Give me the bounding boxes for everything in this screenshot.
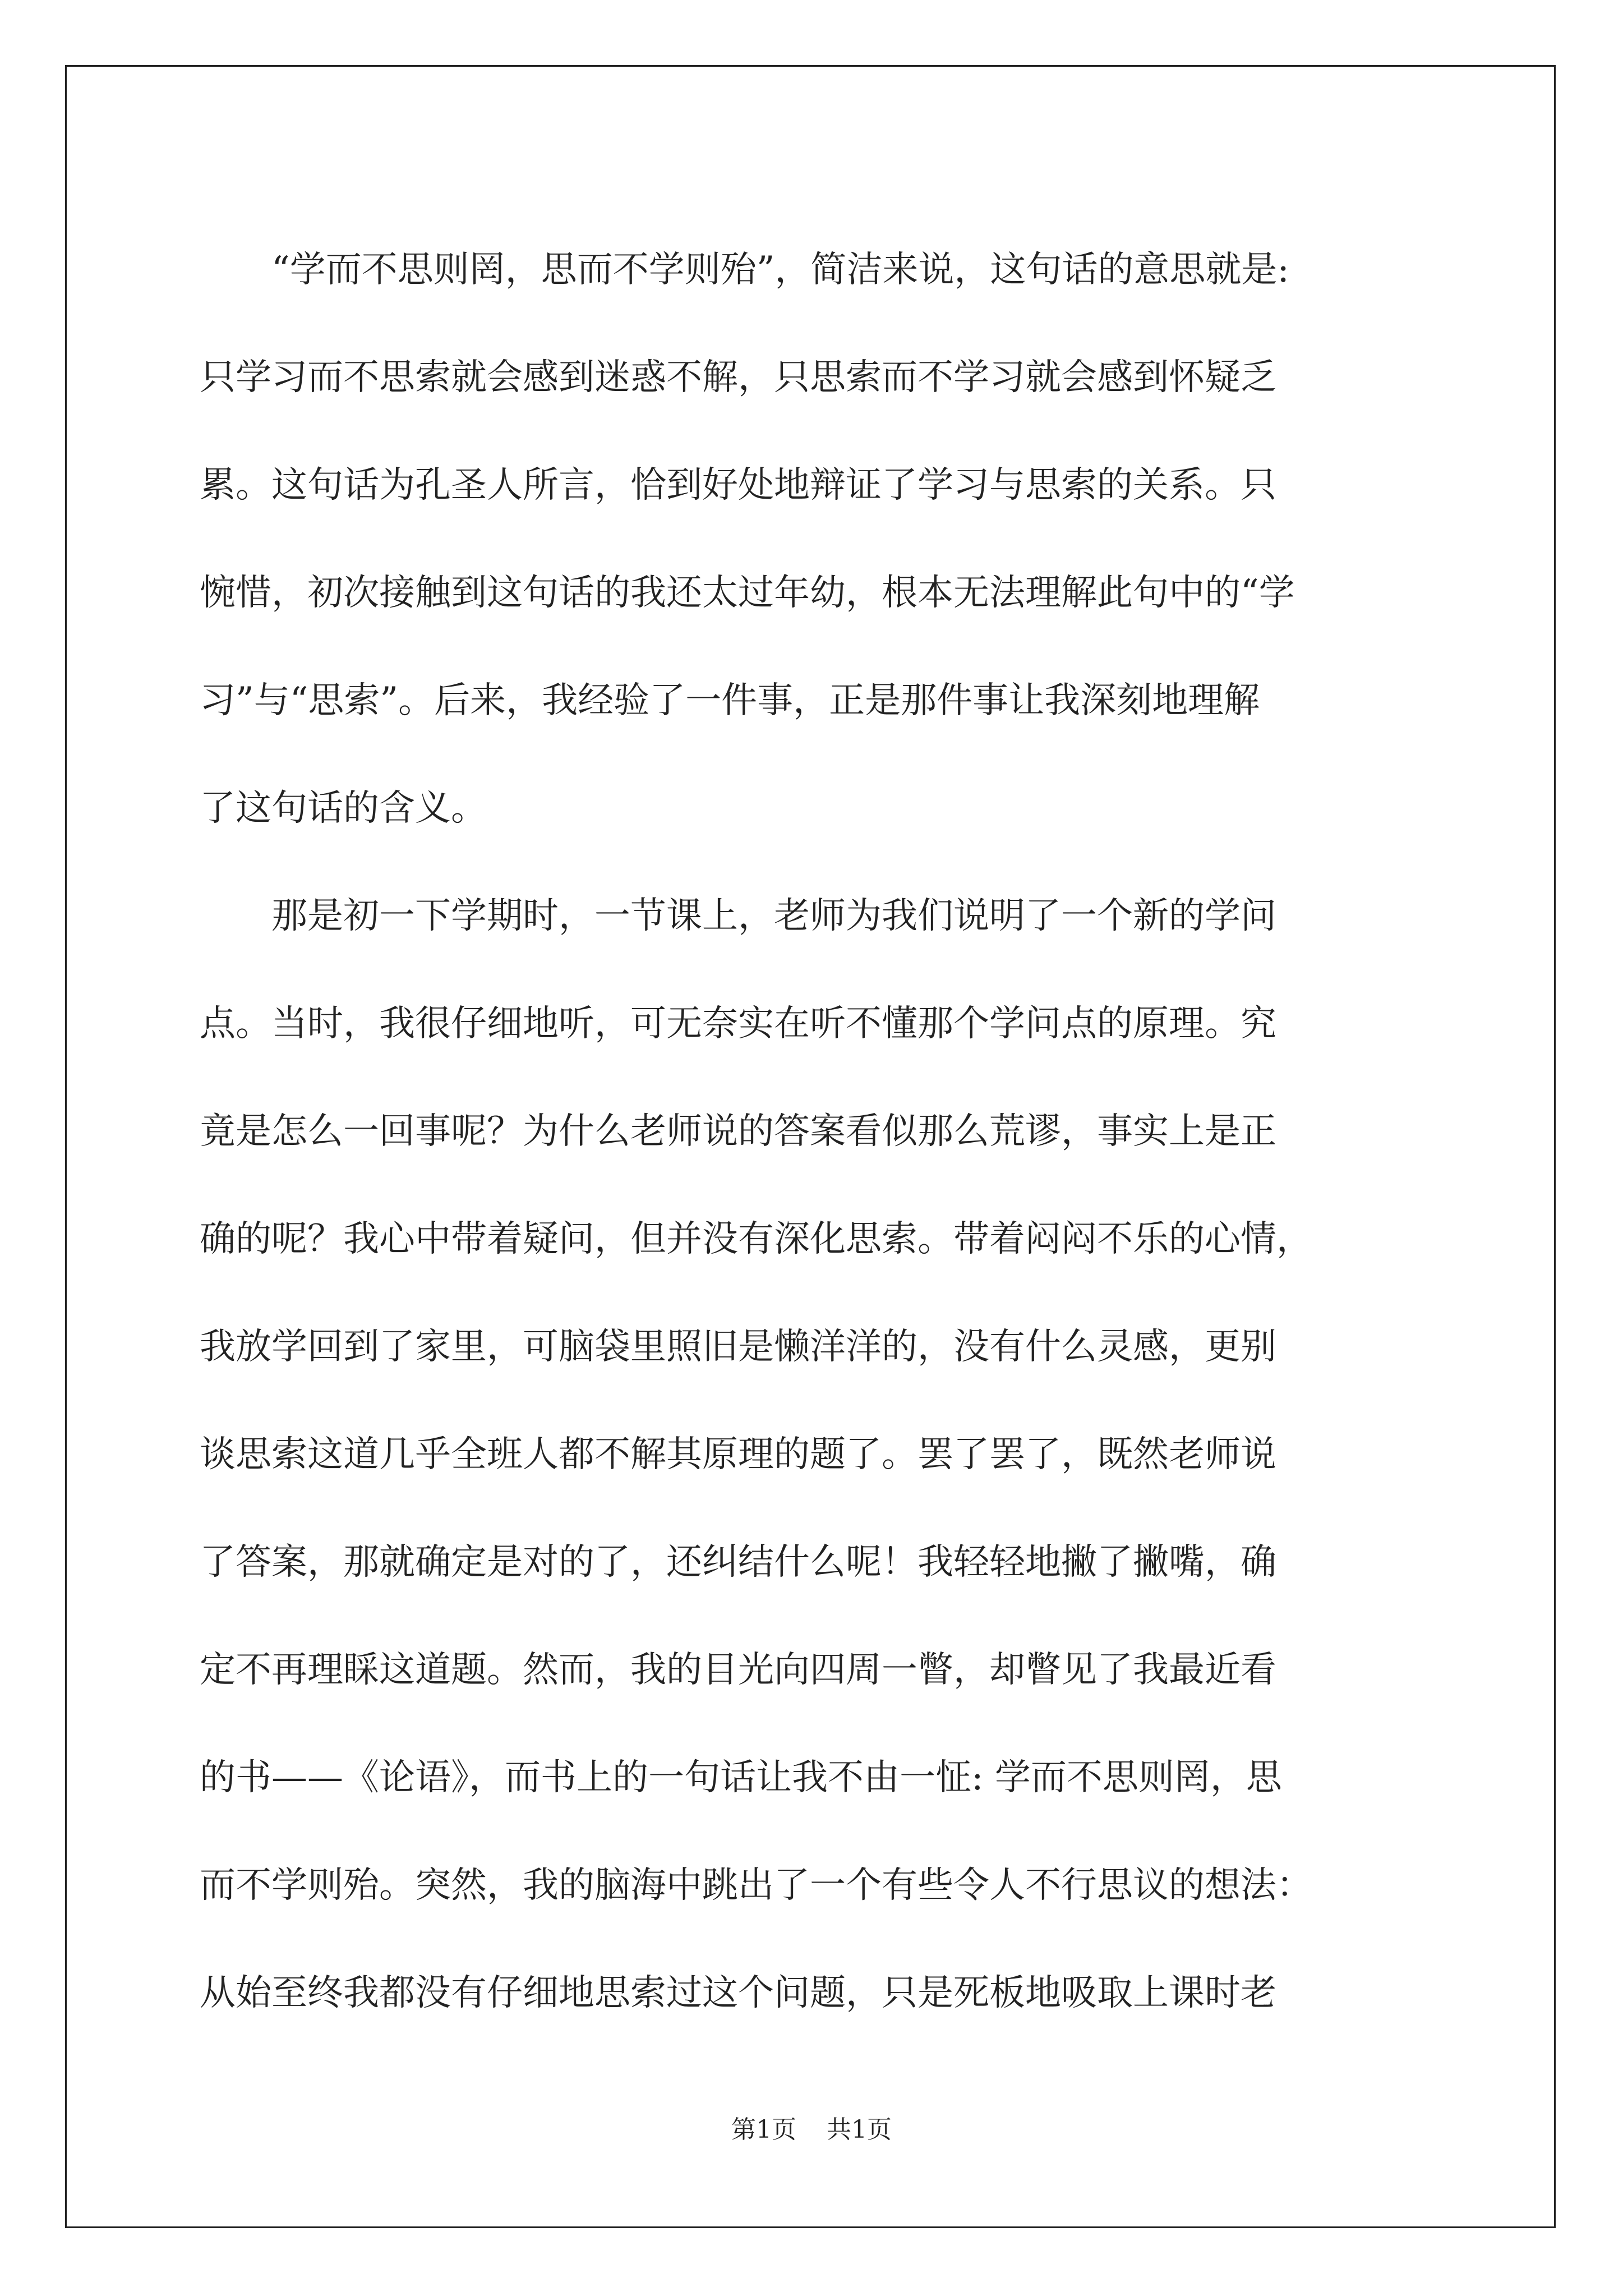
page-number: 第1页 bbox=[731, 2115, 796, 2144]
text-line: 竟是怎么一回事呢？为什么老师说的答案看似那么荒谬，事实上是正 bbox=[200, 1111, 1276, 1152]
text-line: 了答案，那就确定是对的了，还纠结什么呢！我轻轻地撇了撇嘴，确 bbox=[200, 1542, 1276, 1583]
text-line: 那是初一下学期时，一节课上，老师为我们说明了一个新的学问 bbox=[271, 895, 1276, 937]
text-line: “学而不思则罔，思而不学则殆”，简洁来说，这句话的意思就是: bbox=[271, 249, 1289, 291]
text-line: 我放学回到了家里，可脑袋里照旧是懒洋洋的，没有什么灵感，更别 bbox=[200, 1326, 1276, 1368]
text-line: 确的呢？我心中带着疑问，但并没有深化思索。带着闷闷不乐的心情， bbox=[200, 1218, 1312, 1260]
page-total: 共1页 bbox=[827, 2115, 892, 2144]
text-line: 累。这句话为孔圣人所言，恰到好处地辩证了学习与思索的关系。只 bbox=[200, 464, 1276, 506]
page-footer bbox=[0, 2109, 1623, 2145]
text-line: 的书——《论语》，而书上的一句话让我不由一怔: 学而不思则罔，思 bbox=[200, 1757, 1282, 1798]
text-line: 只学习而不思索就会感到迷惑不解，只思索而不学习就会感到怀疑乏 bbox=[200, 357, 1276, 398]
text-line: 谈思索这道几乎全班人都不解其原理的题了。罢了罢了，既然老师说 bbox=[200, 1434, 1276, 1475]
text-line: 点。当时，我很仔细地听，可无奈实在听不懂那个学问点的原理。究 bbox=[200, 1003, 1276, 1045]
text-line: 习”与“思索”。后来，我经验了一件事，正是那件事让我深刻地理解 bbox=[200, 680, 1260, 721]
text-line: 从始至终我都没有仔细地思索过这个问题，只是死板地吸取上课时老 bbox=[200, 1972, 1276, 2014]
text-line: 定不再理睬这道题。然而，我的目光向四周一瞥，却瞥见了我最近看 bbox=[200, 1649, 1276, 1691]
text-line: 而不学则殆。突然，我的脑海中跳出了一个有些令人不行思议的想法： bbox=[200, 1865, 1312, 1906]
document-body bbox=[200, 216, 1445, 2047]
text-line: 惋惜，初次接触到这句话的我还太过年幼，根本无法理解此句中的“学 bbox=[200, 572, 1295, 614]
text-line: 了这句话的含义。 bbox=[200, 788, 487, 829]
